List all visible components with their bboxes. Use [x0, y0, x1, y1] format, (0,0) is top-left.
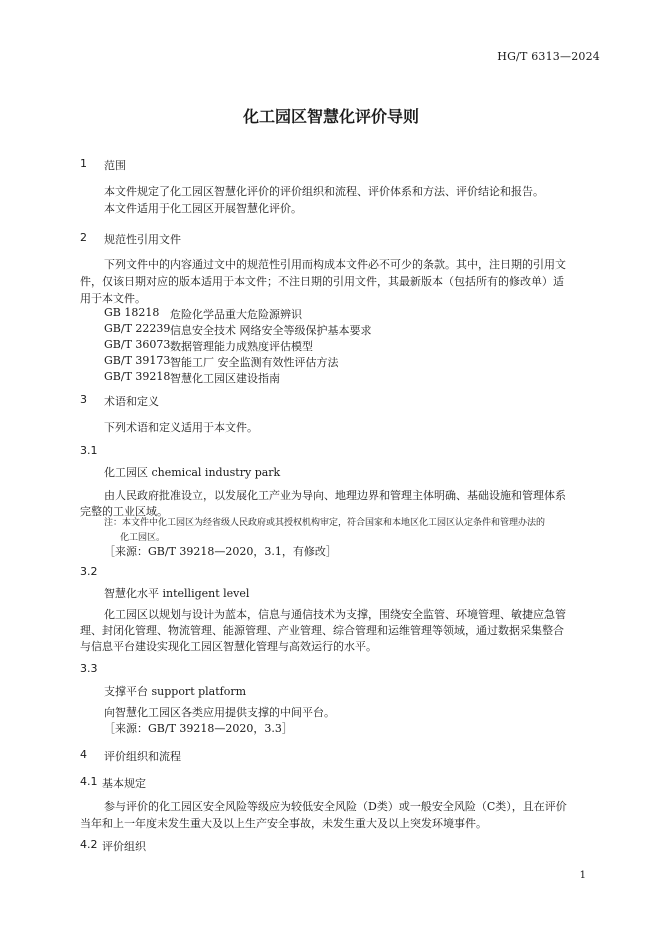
page-number: 1	[579, 870, 586, 881]
reference-code: GB/T 39173	[104, 354, 171, 367]
term-3-1-note-line-2: 化工园区。	[120, 533, 166, 543]
reference-code: GB/T 22239	[104, 322, 171, 335]
term-3-2-def-line-3: 与信息平台建设实现化工园区智慧化管理与高效运行的水平。	[80, 640, 377, 653]
section-2-intro-line-3: 用于本文件。	[80, 292, 146, 305]
reference-item	[104, 370, 280, 386]
section-4-1-title: 基本规定	[102, 777, 146, 790]
section-4-1-para-line-2: 当年和上一年度未发生重大及以上生产安全事故，未发生重大及以上突发环境事件。	[80, 817, 487, 830]
section-3-title: 术语和定义	[104, 395, 159, 408]
term-3-1-note-line-1: 注：本文件中化工园区为经省级人民政府或其授权机构审定，符合国家和本地区化工园区认定条件和管理办法的	[104, 518, 546, 528]
section-1-number: 1	[80, 157, 87, 170]
section-4-1-number: 4.1	[80, 775, 98, 788]
section-3-number: 3	[80, 393, 87, 406]
section-4-2-number: 4.2	[80, 838, 98, 851]
reference-code: GB 18218	[104, 306, 160, 319]
term-en: intelligent level	[162, 587, 250, 600]
term-3-1-def-line-1: 由人民政府批准设立，以发展化工产业为导向、地理边界和管理主体明确、基础设施和管理体系	[104, 489, 566, 502]
section-2-number: 2	[80, 231, 87, 244]
reference-item	[104, 322, 372, 338]
section-2-title: 规范性引用文件	[104, 233, 181, 246]
standard-number: HG/T 6313—2024	[497, 50, 600, 63]
section-1-para-2: 本文件适用于化工园区开展智慧化评价。	[104, 202, 302, 215]
section-4-2-title: 评价组织	[102, 840, 146, 853]
section-2-intro-line-1: 下列文件中的内容通过文中的规范性引用而构成本文件必不可少的条款。其中，注日期的引用文	[104, 258, 566, 271]
term-3-3-heading	[104, 683, 246, 699]
term-en: chemical industry park	[151, 466, 281, 479]
section-4-1-para-line-1: 参与评价的化工园区安全风险等级应为较低安全风险（D类）或一般安全风险（C类），且在评价	[104, 800, 567, 813]
reference-item	[104, 306, 302, 322]
section-4-number: 4	[80, 748, 87, 761]
term-3-3-def: 向智慧化工园区各类应用提供支撑的中间平台。	[104, 706, 335, 719]
term-zh: 支撑平台	[104, 685, 148, 698]
term-en: support platform	[151, 685, 247, 698]
section-2-intro-line-2: 件，仅该日期对应的版本适用于本文件；不注日期的引用文件，其最新版本（包括所有的修改单）适	[80, 275, 564, 288]
term-3-3-source: ［来源：GB/T 39218—2020，3.3］	[104, 722, 293, 735]
section-4-title: 评价组织和流程	[104, 750, 181, 763]
term-zh: 智慧化水平	[104, 587, 159, 600]
term-3-2-def-line-1: 化工园区以规划与设计为蓝本，信息与通信技术为支撑，围绕安全监管、环境管理、敏捷应急管	[104, 608, 566, 621]
term-zh: 化工园区	[104, 466, 148, 479]
reference-item	[104, 338, 313, 354]
reference-name: 信息安全技术 网络安全等级保护基本要求	[170, 324, 372, 337]
document-title: 化工园区智慧化评价导则	[242, 107, 419, 126]
reference-name: 数据管理能力成熟度评估模型	[170, 340, 313, 353]
term-3-2-number: 3.2	[80, 565, 98, 578]
reference-item	[104, 354, 339, 370]
reference-code: GB/T 39218	[104, 370, 171, 383]
reference-name: 危险化学品重大危险源辨识	[170, 308, 302, 321]
term-3-2-heading	[104, 585, 249, 601]
section-3-intro: 下列术语和定义适用于本文件。	[104, 421, 258, 434]
term-3-2-def-line-2: 理、封闭化管理、物流管理、能源管理、产业管理、综合管理和运维管理等领域，通过数据采集整合	[80, 624, 564, 637]
section-1-para-1: 本文件规定了化工园区智慧化评价的评价组织和流程、评价体系和方法、评价结论和报告。	[104, 185, 544, 198]
reference-name: 智慧化工园区建设指南	[170, 372, 280, 385]
reference-name: 智能工厂 安全监测有效性评估方法	[170, 356, 339, 369]
section-1-title: 范围	[104, 159, 126, 172]
term-3-3-number: 3.3	[80, 662, 98, 675]
reference-code: GB/T 36073	[104, 338, 171, 351]
term-3-1-def-line-2: 完整的工业区域。	[80, 505, 168, 518]
term-3-1-heading	[104, 464, 280, 480]
term-3-1-source: ［来源：GB/T 39218—2020，3.1，有修改］	[104, 545, 337, 558]
term-3-1-number: 3.1	[80, 444, 98, 457]
